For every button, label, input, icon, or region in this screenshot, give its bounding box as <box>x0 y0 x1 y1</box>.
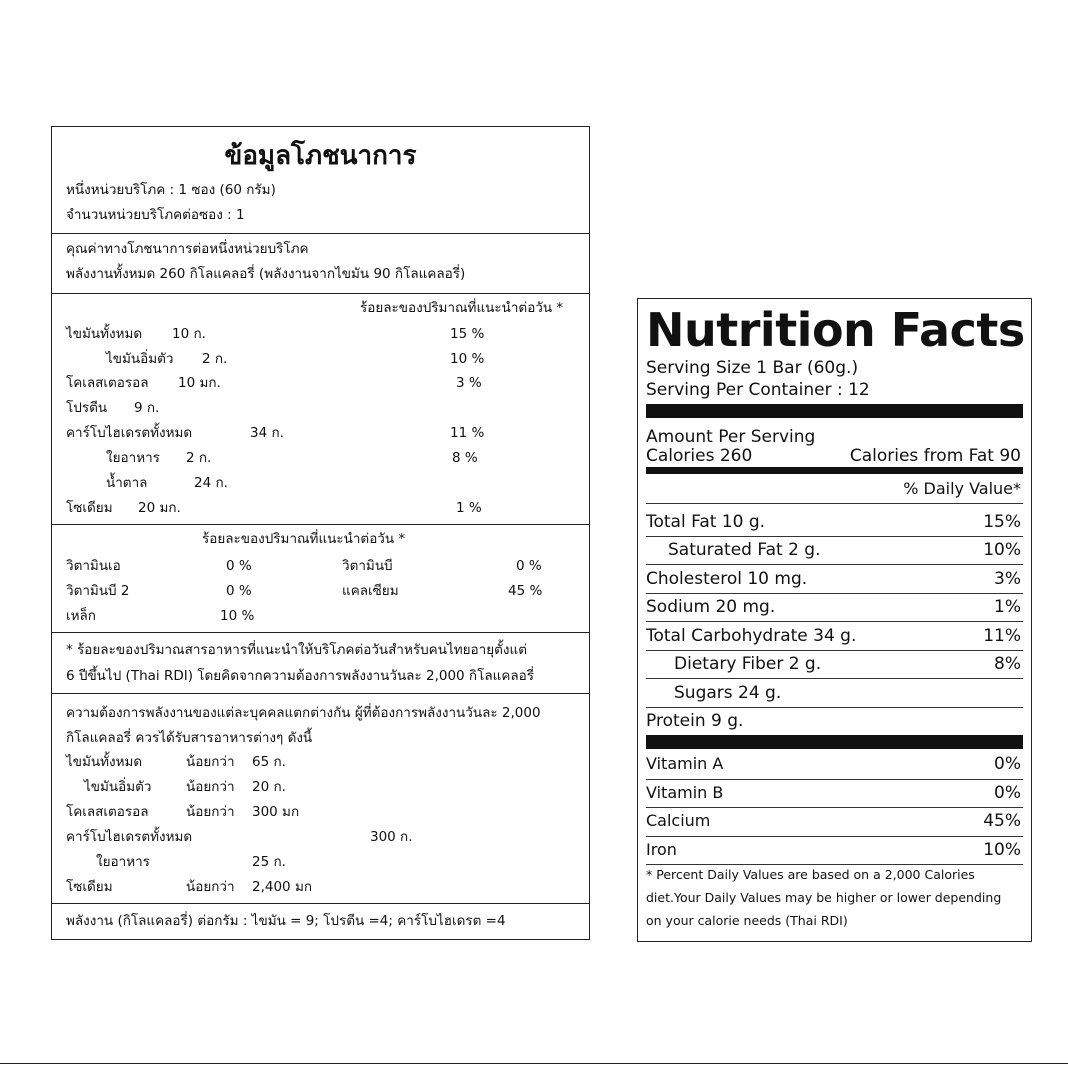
vitamin-name: วิตามินเอ <box>66 558 121 574</box>
divider <box>646 707 1023 708</box>
amount-per-serving: Amount Per Serving <box>646 427 816 447</box>
daily-name: โซเดียม <box>66 879 113 895</box>
vitamin-pct: 0 % <box>516 558 542 574</box>
page-bottom-rule <box>0 1063 1068 1064</box>
daily-qual: น้อยกว่า <box>186 804 235 820</box>
nf-row-label: Total Fat 10 g. <box>646 512 766 532</box>
nutrient-amount: 20 มก. <box>138 500 181 516</box>
vitamin-label: Vitamin B <box>646 783 724 802</box>
nutrient-amount: 9 ก. <box>134 400 160 416</box>
nutrition-facts-title: Nutrition Facts <box>646 303 1025 357</box>
serving-size: Serving Size 1 Bar (60g.) <box>646 358 859 378</box>
nf-row-pct: 1% <box>994 597 1021 617</box>
nf-row-pct: 11% <box>983 626 1021 646</box>
nf-row-pct: 10% <box>983 540 1021 560</box>
nutrient-name: โซเดียม <box>66 500 113 516</box>
daily-qual: น้อยกว่า <box>186 879 235 895</box>
nutrient-pct: 3 % <box>456 375 482 391</box>
daily-value-header: % Daily Value* <box>903 479 1021 498</box>
thai-rdi-header-2: ร้อยละของปริมาณที่แนะนำต่อวัน * <box>202 531 406 547</box>
divider <box>52 632 589 633</box>
vitamin-pct: 45% <box>983 811 1021 831</box>
nf-row-pct: 15% <box>983 512 1021 532</box>
nutrient-amount: 2 ก. <box>186 450 212 466</box>
medium-divider <box>646 467 1023 474</box>
daily-qual: น้อยกว่า <box>186 779 235 795</box>
nutrient-amount: 10 มก. <box>178 375 221 391</box>
nutrient-amount: 10 ก. <box>172 326 206 342</box>
vitamin-pct: 0% <box>994 754 1021 774</box>
nutrient-amount: 2 ก. <box>202 351 228 367</box>
nutrient-name: ใยอาหาร <box>106 450 160 466</box>
divider <box>52 903 589 904</box>
nf-row-pct: 3% <box>994 569 1021 589</box>
thai-needs-line-2: กิโลแคลอรี่ ควรได้รับสารอาหารต่างๆ ดังนี้ <box>66 730 313 746</box>
nf-row-label: Cholesterol 10 mg. <box>646 569 808 589</box>
daily-amount: 20 ก. <box>252 779 286 795</box>
divider <box>646 678 1023 679</box>
calories: Calories 260 <box>646 446 753 466</box>
daily-name: โคเลสเตอรอล <box>66 804 149 820</box>
nutrient-name: ไขมันทั้งหมด <box>66 326 143 342</box>
divider <box>646 779 1023 780</box>
vitamin-name: วิตามินบี <box>342 558 393 574</box>
nutrient-name: โปรตีน <box>66 400 108 416</box>
thick-divider <box>646 404 1023 418</box>
vitamin-pct: 0 % <box>226 583 252 599</box>
thai-rdi-header: ร้อยละของปริมาณที่แนะนำต่อวัน * <box>360 300 564 316</box>
nutrient-amount: 24 ก. <box>194 475 228 491</box>
vitamin-pct: 45 % <box>508 583 543 599</box>
calories-from-fat: Calories from Fat 90 <box>849 446 1021 466</box>
nf-footnote-line-3: on your calorie needs (Thai RDI) <box>646 913 848 928</box>
vitamin-name: เหล็ก <box>66 608 96 624</box>
divider <box>52 293 589 294</box>
divider <box>52 693 589 694</box>
thai-footnote-line-2: 6 ปีขึ้นไป (Thai RDI) โดยคิดจากความต้องการพลังงานวันละ 2,000 กิโลแคลอรี่ <box>66 668 534 684</box>
vitamin-pct: 0 % <box>226 558 252 574</box>
divider <box>646 836 1023 837</box>
daily-amount: 300 ก. <box>370 829 413 845</box>
divider <box>646 564 1023 565</box>
nutrient-pct: 15 % <box>450 326 485 342</box>
divider <box>646 503 1023 504</box>
vitamin-pct: 10 % <box>220 608 255 624</box>
nf-row-label: Protein 9 g. <box>646 711 744 731</box>
thai-energy: พลังงานทั้งหมด 260 กิโลแคลอรี่ (พลังงานจากไขมัน 90 กิโลแคลอรี่) <box>66 266 466 282</box>
nutrient-amount: 34 ก. <box>250 425 284 441</box>
vitamin-label: Vitamin A <box>646 754 724 773</box>
daily-name: คาร์โบไฮเดรตทั้งหมด <box>66 829 193 845</box>
servings-per-container: Serving Per Container : 12 <box>646 380 870 400</box>
vitamin-label: Calcium <box>646 811 711 830</box>
vitamin-label: Iron <box>646 840 677 859</box>
vitamin-pct: 10% <box>983 840 1021 860</box>
daily-name: ไขมันทั้งหมด <box>66 754 143 770</box>
thai-energy-per-gram: พลังงาน (กิโลแคลอรี่) ต่อกรัม : ไขมัน = 9; โปรตีน =4; คาร์โบไฮเดรต =4 <box>66 913 506 929</box>
nf-row-label: Saturated Fat 2 g. <box>668 540 821 560</box>
nutrient-pct: 8 % <box>452 450 478 466</box>
thai-serving-size: หนึ่งหน่วยบริโภค : 1 ซอง (60 กรัม) <box>66 182 276 198</box>
vitamin-name: แคลเซียม <box>342 583 399 599</box>
thai-per-serving: คุณค่าทางโภชนาการต่อหนึ่งหน่วยบริโภค <box>66 241 309 257</box>
vitamin-pct: 0% <box>994 783 1021 803</box>
daily-amount: 2,400 มก <box>252 879 313 895</box>
divider <box>646 593 1023 594</box>
thai-nutrition-label <box>51 126 590 940</box>
nutrient-pct: 10 % <box>450 351 485 367</box>
vitamin-name: วิตามินบี 2 <box>66 583 130 599</box>
nf-row-label: Sodium 20 mg. <box>646 597 776 617</box>
thai-footnote-line-1: * ร้อยละของปริมาณสารอาหารที่แนะนำให้บริโภคต่อวันสำหรับคนไทยอายุตั้งแต่ <box>66 642 527 658</box>
nutrient-name: ไขมันอิ่มตัว <box>106 351 174 367</box>
nf-row-label: Sugars 24 g. <box>674 683 782 703</box>
divider <box>52 233 589 234</box>
nutrient-name: น้ำตาล <box>106 475 148 491</box>
nf-row-label: Dietary Fiber 2 g. <box>674 654 822 674</box>
daily-amount: 300 มก <box>252 804 300 820</box>
thai-servings-per-pack: จำนวนหน่วยบริโภคต่อซอง : 1 <box>66 207 245 223</box>
nutrient-pct: 1 % <box>456 500 482 516</box>
daily-qual: น้อยกว่า <box>186 754 235 770</box>
nf-row-label: Total Carbohydrate 34 g. <box>646 626 857 646</box>
divider <box>646 621 1023 622</box>
nutrient-pct: 11 % <box>450 425 485 441</box>
daily-name: ใยอาหาร <box>96 854 150 870</box>
thai-title: ข้อมูลโภชนาการ <box>224 141 417 171</box>
divider <box>52 524 589 525</box>
nf-footnote-line-2: diet.Your Daily Values may be higher or lower depending <box>646 890 1002 905</box>
daily-name: ไขมันอิ่มตัว <box>84 779 152 795</box>
thick-divider <box>646 735 1023 749</box>
divider <box>646 807 1023 808</box>
thai-needs-line-1: ความต้องการพลังงานของแต่ละบุคคลแตกต่างกัน ผู้ที่ต้องการพลังงานวันละ 2,000 <box>66 705 541 721</box>
nf-footnote-line-1: * Percent Daily Values are based on a 2,000 Calories <box>646 867 975 882</box>
divider <box>646 650 1023 651</box>
nutrient-name: โคเลสเตอรอล <box>66 375 149 391</box>
divider <box>646 864 1023 865</box>
daily-amount: 65 ก. <box>252 754 286 770</box>
divider <box>646 536 1023 537</box>
nf-row-pct: 8% <box>994 654 1021 674</box>
daily-amount: 25 ก. <box>252 854 286 870</box>
nutrient-name: คาร์โบไฮเดรตทั้งหมด <box>66 425 193 441</box>
nutrition-facts-label <box>637 298 1032 942</box>
